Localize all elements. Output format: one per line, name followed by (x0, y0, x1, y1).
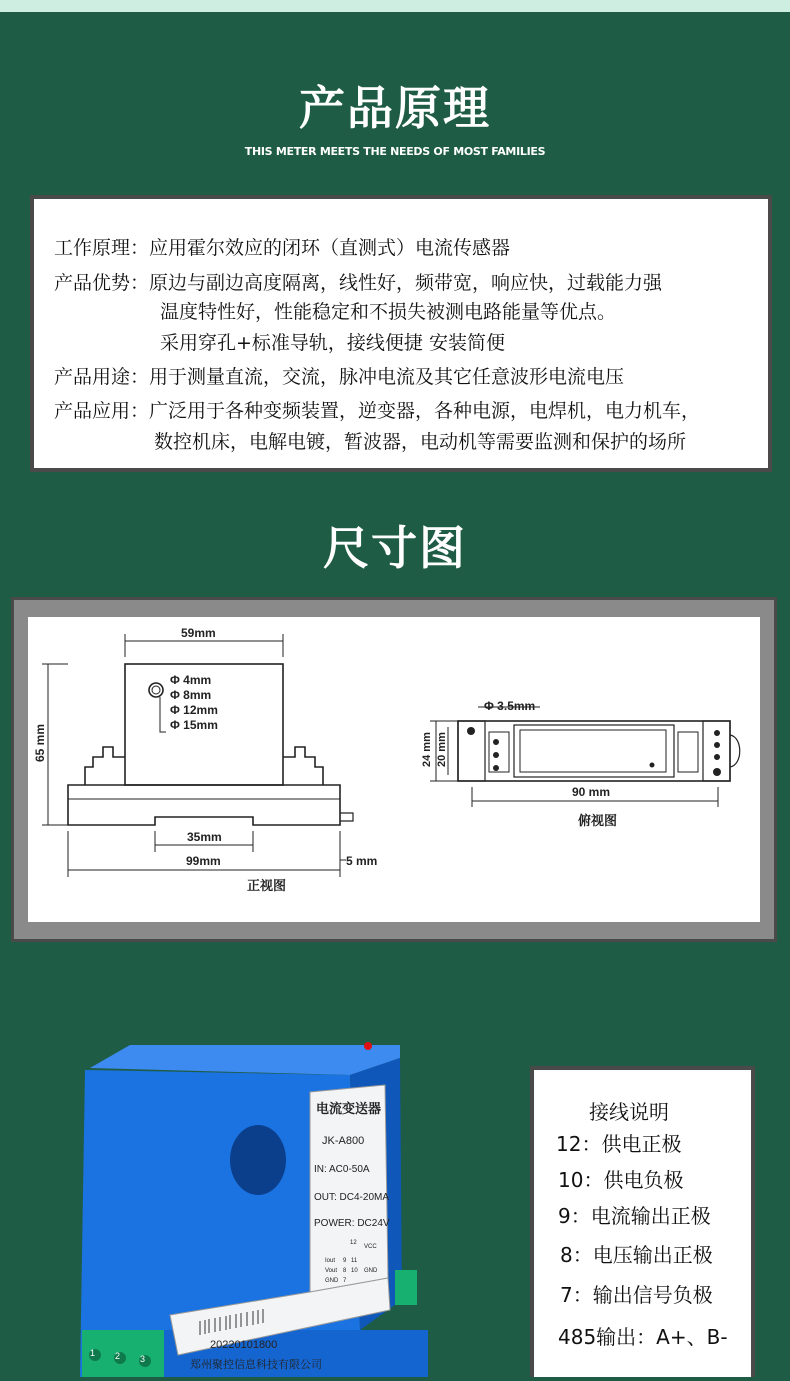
dim-hole-2: Φ 8mm (170, 688, 212, 702)
pin-8: 8 (343, 1268, 347, 1274)
product-output: OUT: DC4-20MA (314, 1192, 390, 1203)
advantage-line-2: 温度特性好，性能稳定和不损失被测电路能量等优点。 (160, 301, 617, 323)
terminal-label-gnd-2: GND (364, 1268, 378, 1274)
product-model: JK-A800 (322, 1135, 365, 1147)
dimension-diagram-svg (28, 617, 760, 922)
pin-9: 9 (343, 1258, 347, 1264)
terminal-2: 2 (115, 1351, 121, 1361)
dim-width-top: 59mm (181, 626, 216, 640)
dim-hole-3: Φ 12mm (170, 703, 218, 717)
wiring-item: 485输出：A+、B- (558, 1325, 728, 1349)
dimension-drawing (28, 617, 760, 922)
pin-12: 12 (350, 1240, 357, 1246)
terminal-1: 1 (90, 1348, 96, 1358)
advantage-line-3: 采用穿孔+标准导轨，接线便捷 安装简便 (160, 332, 505, 354)
front-view-base (68, 785, 340, 825)
dimensions-title: 尺寸图 (323, 521, 467, 575)
product-serial: 20220101800 (210, 1339, 278, 1351)
product-company: 郑州聚控信息科技有限公司 (190, 1359, 322, 1371)
application-line: 产品应用：广泛用于各种变频装置，逆变器，各种电源，电焊机，电力机车， (54, 400, 701, 422)
dim-hole-4: Φ 15mm (170, 718, 218, 732)
dim-rail-width: 35mm (187, 830, 222, 844)
product-hole (230, 1125, 286, 1195)
dim-hole-1: Φ 4mm (170, 673, 212, 687)
product-illustration-svg (60, 1030, 480, 1377)
terminal-label-vcc: VCC (364, 1244, 377, 1250)
front-view-caption: 正视图 (247, 878, 287, 893)
dim-height: 65 mm (33, 723, 47, 762)
principle-line: 工作原理：应用霍尔效应的闭环（直测式）电流传感器 (54, 237, 511, 259)
terminal-label-vout: Vout (325, 1268, 338, 1274)
wiring-item: 7：输出信号负极 (560, 1283, 713, 1307)
hole-circle (149, 683, 163, 697)
mount-hole-right (713, 768, 721, 776)
dim-base-width: 99mm (186, 854, 221, 868)
product-photo (60, 1030, 480, 1377)
usage-line: 产品用途：用于测量直流，交流，脉冲电流及其它任意波形电流电压 (54, 366, 625, 388)
mount-hole-left (467, 727, 475, 735)
product-power: POWER: DC24V (314, 1218, 390, 1229)
wiring-item: 10：供电负极 (558, 1168, 684, 1192)
top-accent-strip (0, 0, 790, 12)
dim-pin-offset: 5 mm (346, 854, 378, 868)
principle-box (30, 195, 772, 472)
wiring-item: 9：电流输出正极 (558, 1204, 711, 1228)
product-name: 电流变送器 (316, 1101, 382, 1116)
terminal-label-iout: Iout (325, 1258, 336, 1264)
dim-top-hole: Φ 3.5mm (484, 699, 536, 713)
dim-top-height-inner: 20 mm (436, 732, 448, 767)
dim-top-length: 90 mm (572, 785, 611, 799)
pin-10: 10 (351, 1268, 358, 1274)
advantage-line: 产品优势：原边与副边高度隔离，线性好，频带宽，响应快，过载能力强 (54, 272, 663, 294)
principle-title: 产品原理 (299, 81, 491, 135)
wiring-item: 12：供电正极 (556, 1132, 682, 1156)
top-view-caption: 俯视图 (578, 813, 618, 828)
pin-11: 11 (351, 1258, 358, 1264)
wiring-item: 8：电压输出正极 (560, 1243, 713, 1267)
terminal-3: 3 (140, 1354, 146, 1364)
product-input: IN: AC0-50A (314, 1164, 370, 1175)
wiring-title: 接线说明 (589, 1100, 669, 1124)
principle-subtitle: THIS METER MEETS THE NEEDS OF MOST FAMILIES (244, 145, 546, 158)
application-line-2: 数控机床，电解电镀，暂波器，电动机等需要监测和保护的场所 (154, 431, 687, 453)
terminal-label-gnd: GND (325, 1278, 339, 1284)
pin-7: 7 (343, 1278, 347, 1284)
wiring-box (530, 1066, 755, 1377)
dim-top-height-outer: 24 mm (421, 732, 433, 767)
